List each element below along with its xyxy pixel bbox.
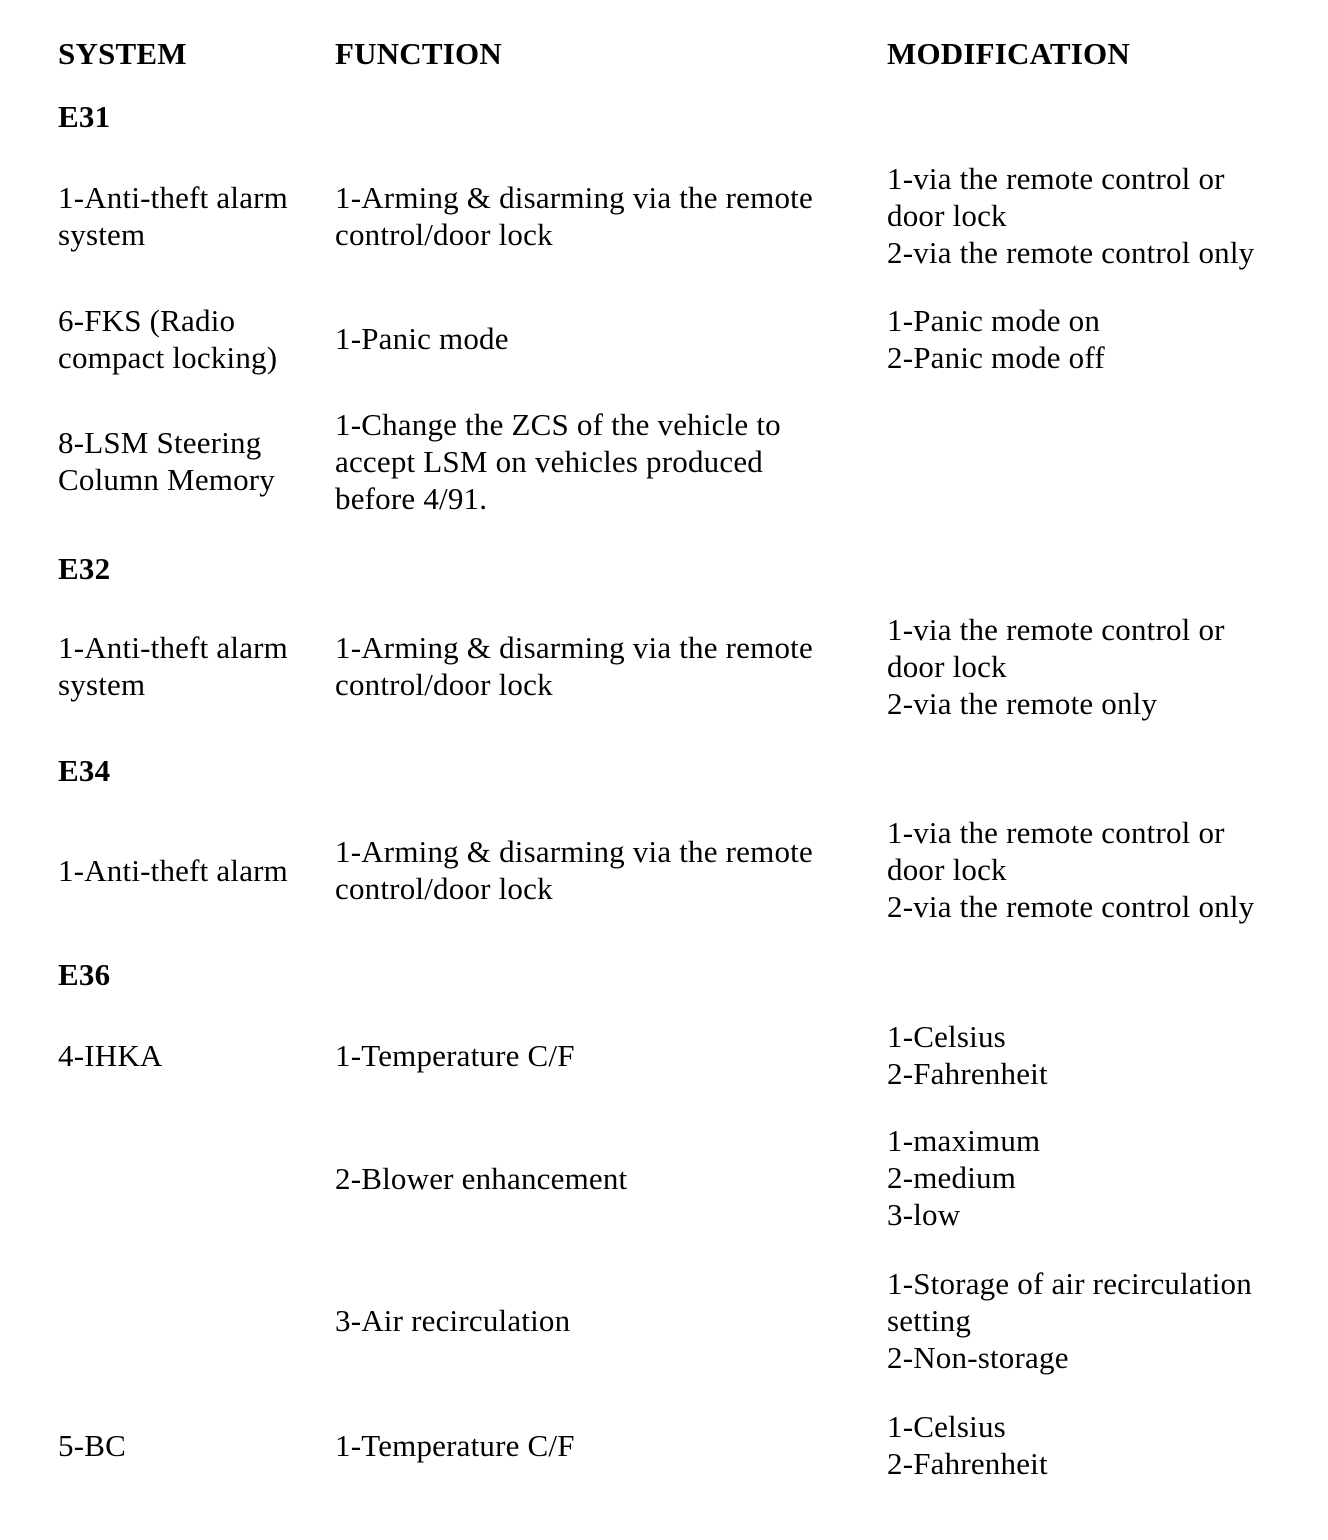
function-cell xyxy=(335,833,813,907)
cell-line: 1-Arming & disarming via the remote xyxy=(335,834,813,869)
cell-line: 1-Storage of air recirculation xyxy=(887,1266,1252,1301)
modification-cell xyxy=(887,160,1254,271)
cell-line: 1-Change the ZCS of the vehicle to xyxy=(335,407,781,442)
cell-line: door lock xyxy=(887,852,1007,887)
cell-line: 1-Celsius xyxy=(887,1409,1006,1444)
cell-line: 2-Fahrenheit xyxy=(887,1446,1048,1481)
cell-line: door lock xyxy=(887,649,1007,684)
section-title-e36: E36 xyxy=(58,957,111,992)
cell-line: 1-Anti-theft alarm xyxy=(58,630,288,665)
cell-line: 1-Temperature C/F xyxy=(335,1038,575,1073)
cell-line: 1-Arming & disarming via the remote xyxy=(335,180,813,215)
system-cell xyxy=(58,424,275,498)
cell-line: 4-IHKA xyxy=(58,1038,163,1073)
cell-line: 1-maximum xyxy=(887,1123,1041,1158)
cell-line: 1-Anti-theft alarm xyxy=(58,853,288,888)
cell-line: system xyxy=(58,217,146,252)
cell-line: 1-Anti-theft alarm xyxy=(58,180,288,215)
modification-cell xyxy=(887,1265,1252,1376)
cell-line: 1-Panic mode on xyxy=(887,303,1101,338)
modification-cell xyxy=(887,611,1225,722)
cell-line: 2-via the remote control only xyxy=(887,235,1255,270)
section-title-e34: E34 xyxy=(58,753,111,788)
cell-line: 3-Air recirculation xyxy=(335,1303,571,1338)
cell-line: 2-Panic mode off xyxy=(887,340,1105,375)
system-cell xyxy=(58,629,288,703)
cell-line: 2-via the remote control only xyxy=(887,889,1255,924)
cell-line: Column Memory xyxy=(58,462,276,497)
cell-line: accept LSM on vehicles produced xyxy=(335,444,763,479)
cell-line: 1-via the remote control or xyxy=(887,815,1225,850)
function-cell xyxy=(335,320,509,357)
cell-line: 1-via the remote control or xyxy=(887,161,1225,196)
cell-line: 1-Panic mode xyxy=(335,321,509,356)
system-cell xyxy=(58,1427,126,1464)
cell-line: 1-Arming & disarming via the remote xyxy=(335,630,813,665)
function-cell xyxy=(335,179,813,253)
section-title-e32: E32 xyxy=(58,551,111,586)
cell-line: 6-FKS (Radio xyxy=(58,303,236,338)
cell-line: control/door lock xyxy=(335,667,553,702)
cell-line: 1-Celsius xyxy=(887,1019,1006,1054)
header-system: SYSTEM xyxy=(58,36,187,71)
cell-line: 2-Blower enhancement xyxy=(335,1161,628,1196)
cell-line: 2-via the remote only xyxy=(887,686,1158,721)
cell-line: control/door lock xyxy=(335,217,553,252)
header-modification: MODIFICATION xyxy=(887,36,1130,71)
cell-line: compact locking) xyxy=(58,340,278,375)
cell-line: 8-LSM Steering xyxy=(58,425,262,460)
system-cell xyxy=(58,179,288,253)
cell-line: 2-Non-storage xyxy=(887,1340,1069,1375)
function-cell xyxy=(335,1037,575,1074)
modification-cell xyxy=(887,1408,1048,1482)
cell-line: control/door lock xyxy=(335,871,553,906)
function-cell xyxy=(335,1427,575,1464)
system-cell xyxy=(58,1037,163,1074)
modification-cell xyxy=(887,1122,1040,1233)
cell-line: setting xyxy=(887,1303,972,1338)
section-title-e31: E31 xyxy=(58,99,111,134)
cell-line: 1-via the remote control or xyxy=(887,612,1225,647)
function-cell xyxy=(335,406,781,517)
cell-line: door lock xyxy=(887,198,1007,233)
function-cell xyxy=(335,629,813,703)
cell-line: 5-BC xyxy=(58,1428,126,1463)
cell-line: before 4/91. xyxy=(335,481,488,516)
modification-cell xyxy=(887,1018,1048,1092)
modification-cell xyxy=(887,814,1254,925)
cell-line: 1-Temperature C/F xyxy=(335,1428,575,1463)
system-cell xyxy=(58,302,277,376)
cell-line: system xyxy=(58,667,146,702)
header-function: FUNCTION xyxy=(335,36,502,71)
cell-line: 2-Fahrenheit xyxy=(887,1056,1048,1091)
cell-line: 2-medium xyxy=(887,1160,1017,1195)
system-cell xyxy=(58,852,288,889)
modification-cell xyxy=(887,302,1105,376)
function-cell xyxy=(335,1160,627,1197)
cell-line: 3-low xyxy=(887,1197,961,1232)
function-cell xyxy=(335,1302,570,1339)
